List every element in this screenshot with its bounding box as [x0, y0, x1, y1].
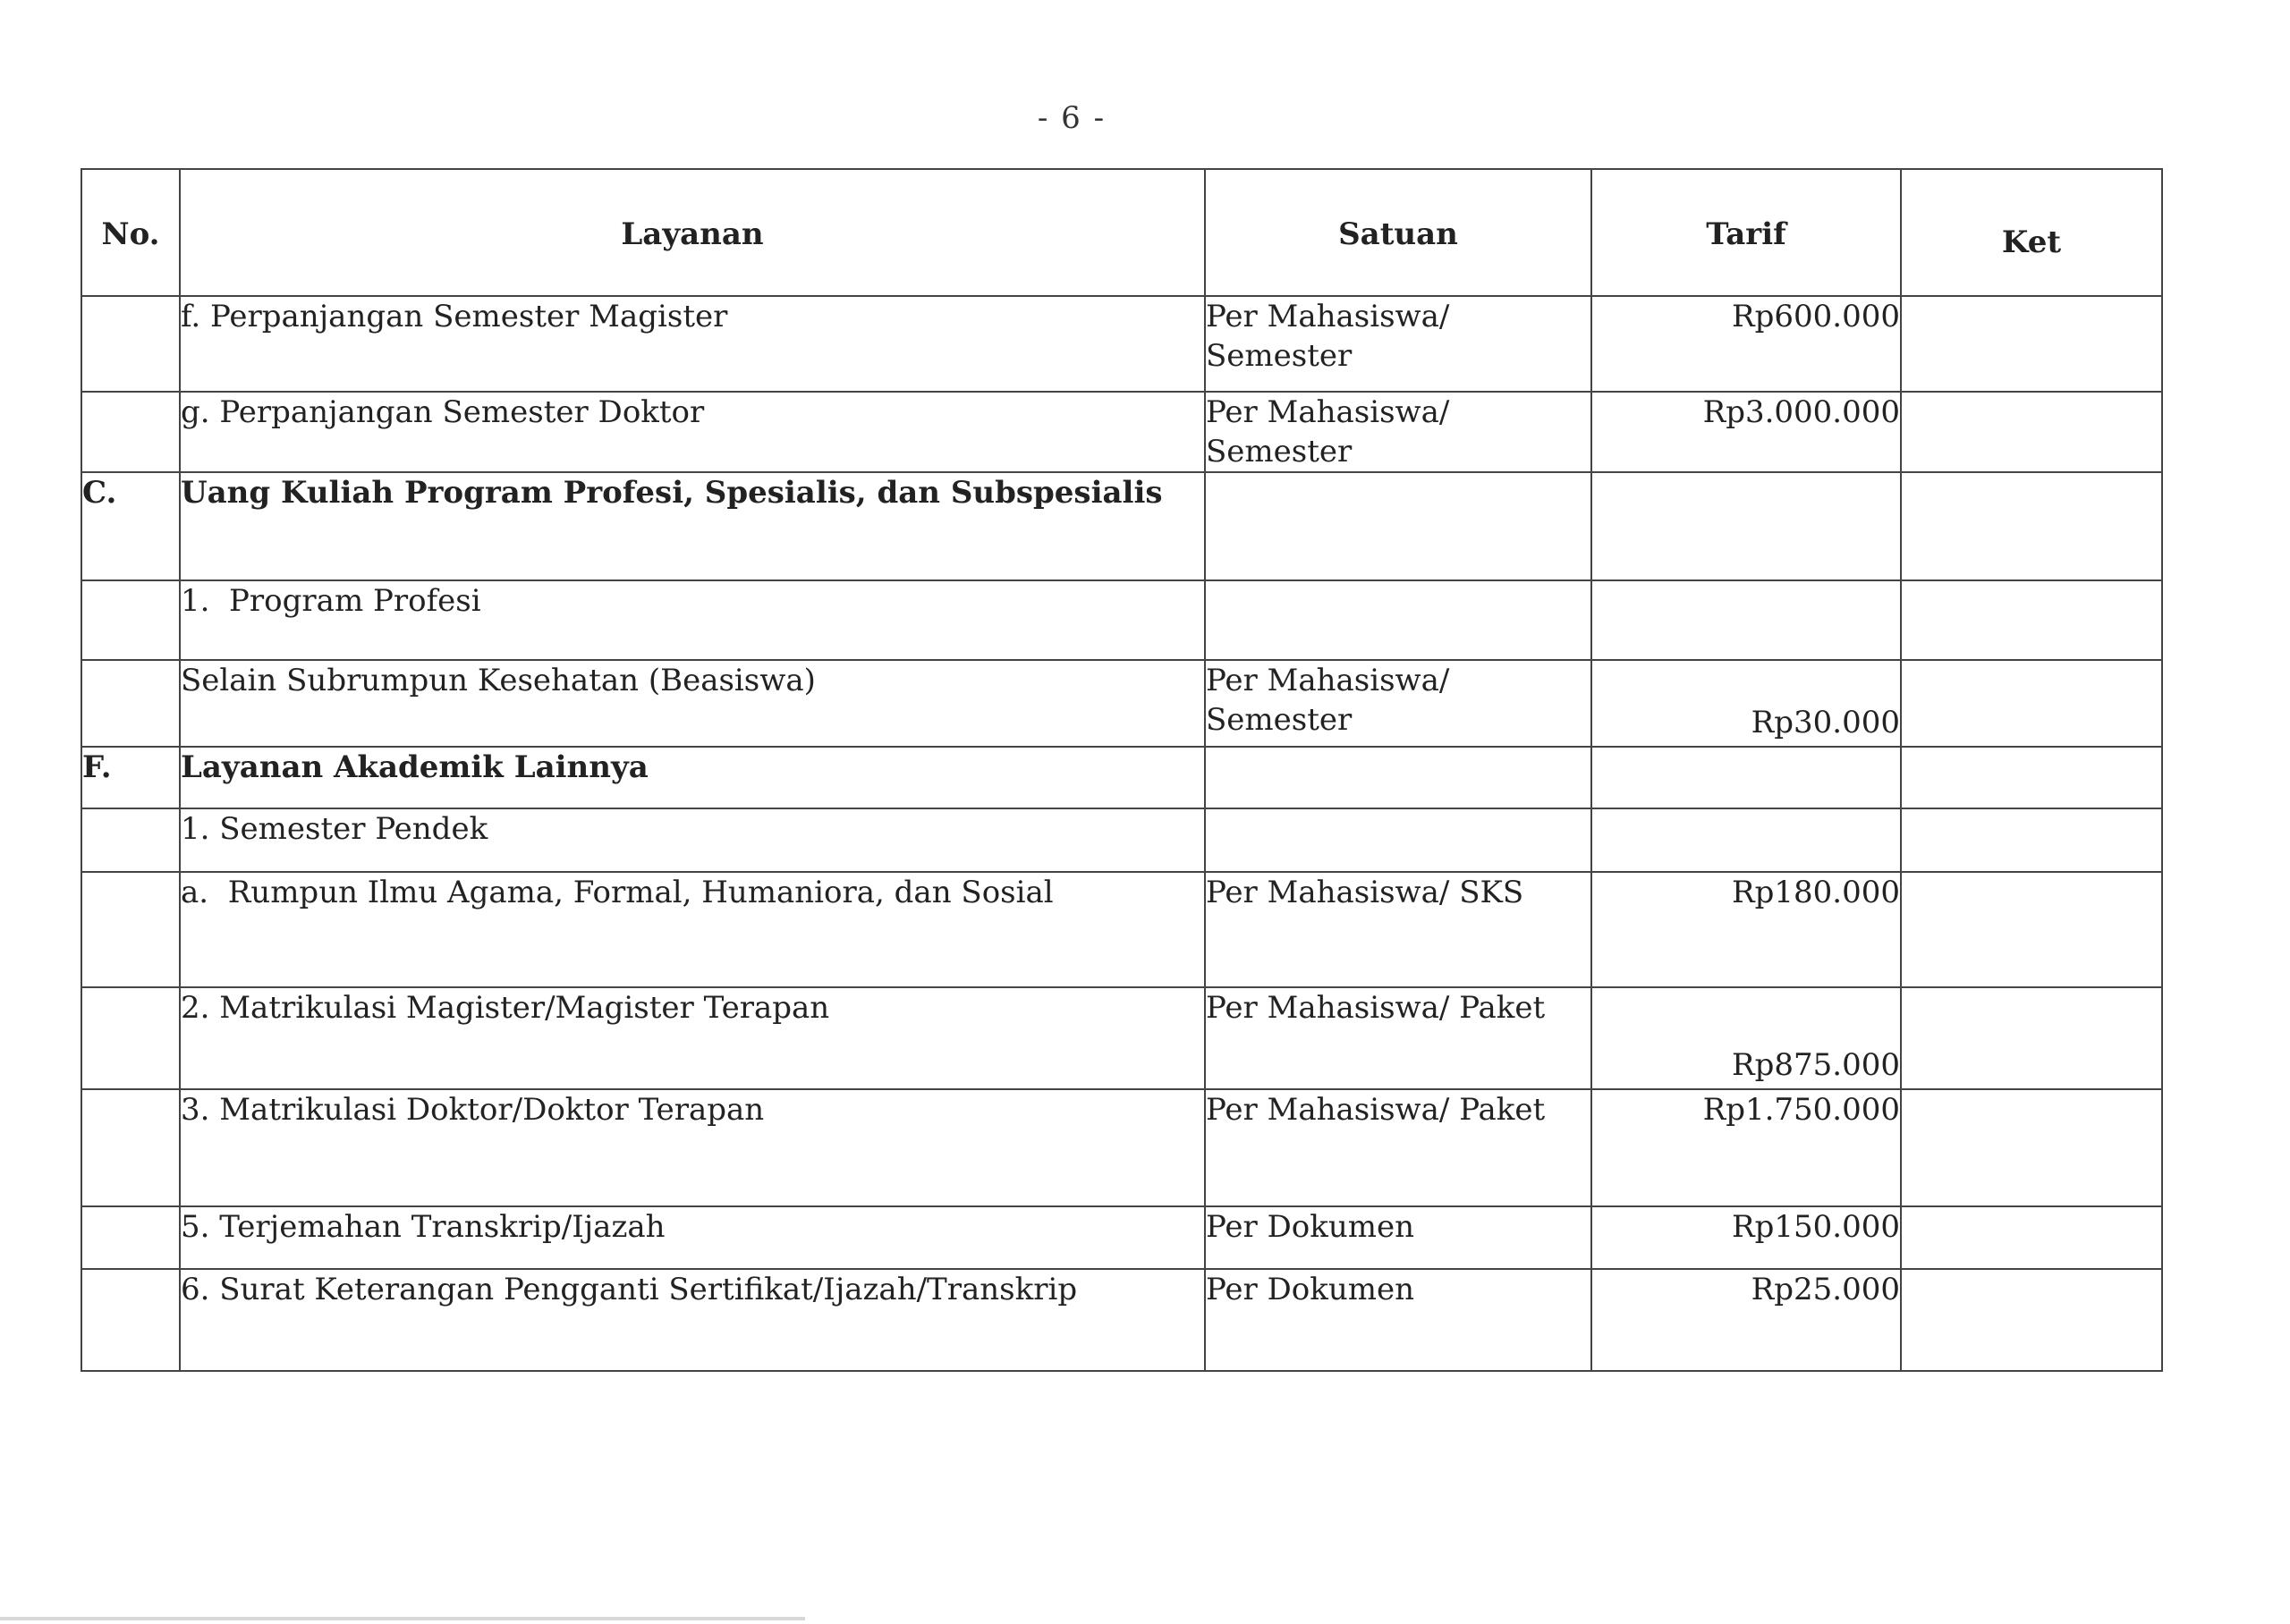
row-satuan: Per Dokumen — [1205, 1269, 1591, 1371]
table-row — [81, 987, 2162, 1089]
row-tarif: Rp3.000.000 — [1591, 392, 1901, 472]
row-satuan: Per Dokumen — [1205, 1206, 1591, 1269]
row-no — [81, 1269, 180, 1371]
row-no: C. — [81, 472, 180, 580]
row-ket — [1901, 580, 2162, 660]
row-tarif: Rp150.000 — [1591, 1206, 1901, 1269]
row-no — [81, 987, 180, 1089]
row-layanan: f. Perpanjangan Semester Magister — [180, 296, 1205, 392]
row-ket — [1901, 1089, 2162, 1206]
row-ket — [1901, 1269, 2162, 1371]
table-row — [81, 296, 2162, 392]
row-satuan — [1205, 808, 1591, 872]
table-row-section-f — [81, 747, 2162, 808]
row-satuan — [1205, 472, 1591, 580]
row-tarif — [1591, 747, 1901, 808]
row-layanan: a. Rumpun Ilmu Agama, Formal, Humaniora, dan Sosial — [180, 872, 1205, 987]
header-ket: Ket — [1901, 169, 2162, 296]
table-row — [81, 392, 2162, 472]
table-header-row — [81, 169, 2162, 296]
row-satuan: Per Mahasiswa/ Semester — [1205, 392, 1591, 472]
row-tarif — [1591, 580, 1901, 660]
row-layanan: 2. Matrikulasi Magister/Magister Terapan — [180, 987, 1205, 1089]
row-ket — [1901, 472, 2162, 580]
row-no — [81, 392, 180, 472]
row-layanan: 5. Terjemahan Transkrip/Ijazah — [180, 1206, 1205, 1269]
row-layanan: 1. Semester Pendek — [180, 808, 1205, 872]
table-row — [81, 660, 2162, 747]
row-tarif — [1591, 808, 1901, 872]
row-ket — [1901, 392, 2162, 472]
header-layanan: Layanan — [180, 169, 1205, 296]
row-tarif: Rp180.000 — [1591, 872, 1901, 987]
table-row — [81, 1206, 2162, 1269]
table-row — [81, 580, 2162, 660]
row-no — [81, 580, 180, 660]
row-no — [81, 296, 180, 392]
row-layanan: Uang Kuliah Program Profesi, Spesialis, dan Subspesialis — [180, 472, 1205, 580]
row-no — [81, 1089, 180, 1206]
row-layanan: 3. Matrikulasi Doktor/Doktor Terapan — [180, 1089, 1205, 1206]
row-tarif: Rp1.750.000 — [1591, 1089, 1901, 1206]
row-layanan: 6. Surat Keterangan Pengganti Sertifikat/Ijazah/Transkrip — [180, 1269, 1205, 1371]
table-row — [81, 872, 2162, 987]
row-no — [81, 872, 180, 987]
row-satuan: Per Mahasiswa/ Paket — [1205, 1089, 1591, 1206]
row-no — [81, 660, 180, 747]
table-row — [81, 1089, 2162, 1206]
table-row-section-c — [81, 472, 2162, 580]
row-tarif — [1591, 472, 1901, 580]
row-no — [81, 1206, 180, 1269]
row-ket — [1901, 872, 2162, 987]
table-row — [81, 1269, 2162, 1371]
row-satuan: Per Mahasiswa/ Paket — [1205, 987, 1591, 1089]
header-no: No. — [81, 169, 180, 296]
scan-edge-divider — [0, 1617, 805, 1620]
row-satuan: Per Mahasiswa/ SKS — [1205, 872, 1591, 987]
row-layanan: g. Perpanjangan Semester Doktor — [180, 392, 1205, 472]
row-ket — [1901, 987, 2162, 1089]
row-ket — [1901, 747, 2162, 808]
row-no — [81, 808, 180, 872]
header-tarif: Tarif — [1591, 169, 1901, 296]
row-satuan — [1205, 747, 1591, 808]
row-ket — [1901, 1206, 2162, 1269]
page-number: - 6 - — [1037, 100, 1107, 136]
row-satuan: Per Mahasiswa/ Semester — [1205, 660, 1591, 747]
row-ket — [1901, 808, 2162, 872]
row-tarif: Rp30.000 — [1591, 660, 1901, 747]
row-layanan: Selain Subrumpun Kesehatan (Beasiswa) — [180, 660, 1205, 747]
tariff-table — [81, 168, 2163, 1372]
row-tarif: Rp600.000 — [1591, 296, 1901, 392]
table-row — [81, 808, 2162, 872]
row-ket — [1901, 296, 2162, 392]
row-satuan: Per Mahasiswa/ Semester — [1205, 296, 1591, 392]
row-layanan: 1. Program Profesi — [180, 580, 1205, 660]
row-layanan: Layanan Akademik Lainnya — [180, 747, 1205, 808]
header-satuan: Satuan — [1205, 169, 1591, 296]
row-satuan — [1205, 580, 1591, 660]
row-tarif: Rp875.000 — [1591, 987, 1901, 1089]
row-no: F. — [81, 747, 180, 808]
row-ket — [1901, 660, 2162, 747]
row-tarif: Rp25.000 — [1591, 1269, 1901, 1371]
